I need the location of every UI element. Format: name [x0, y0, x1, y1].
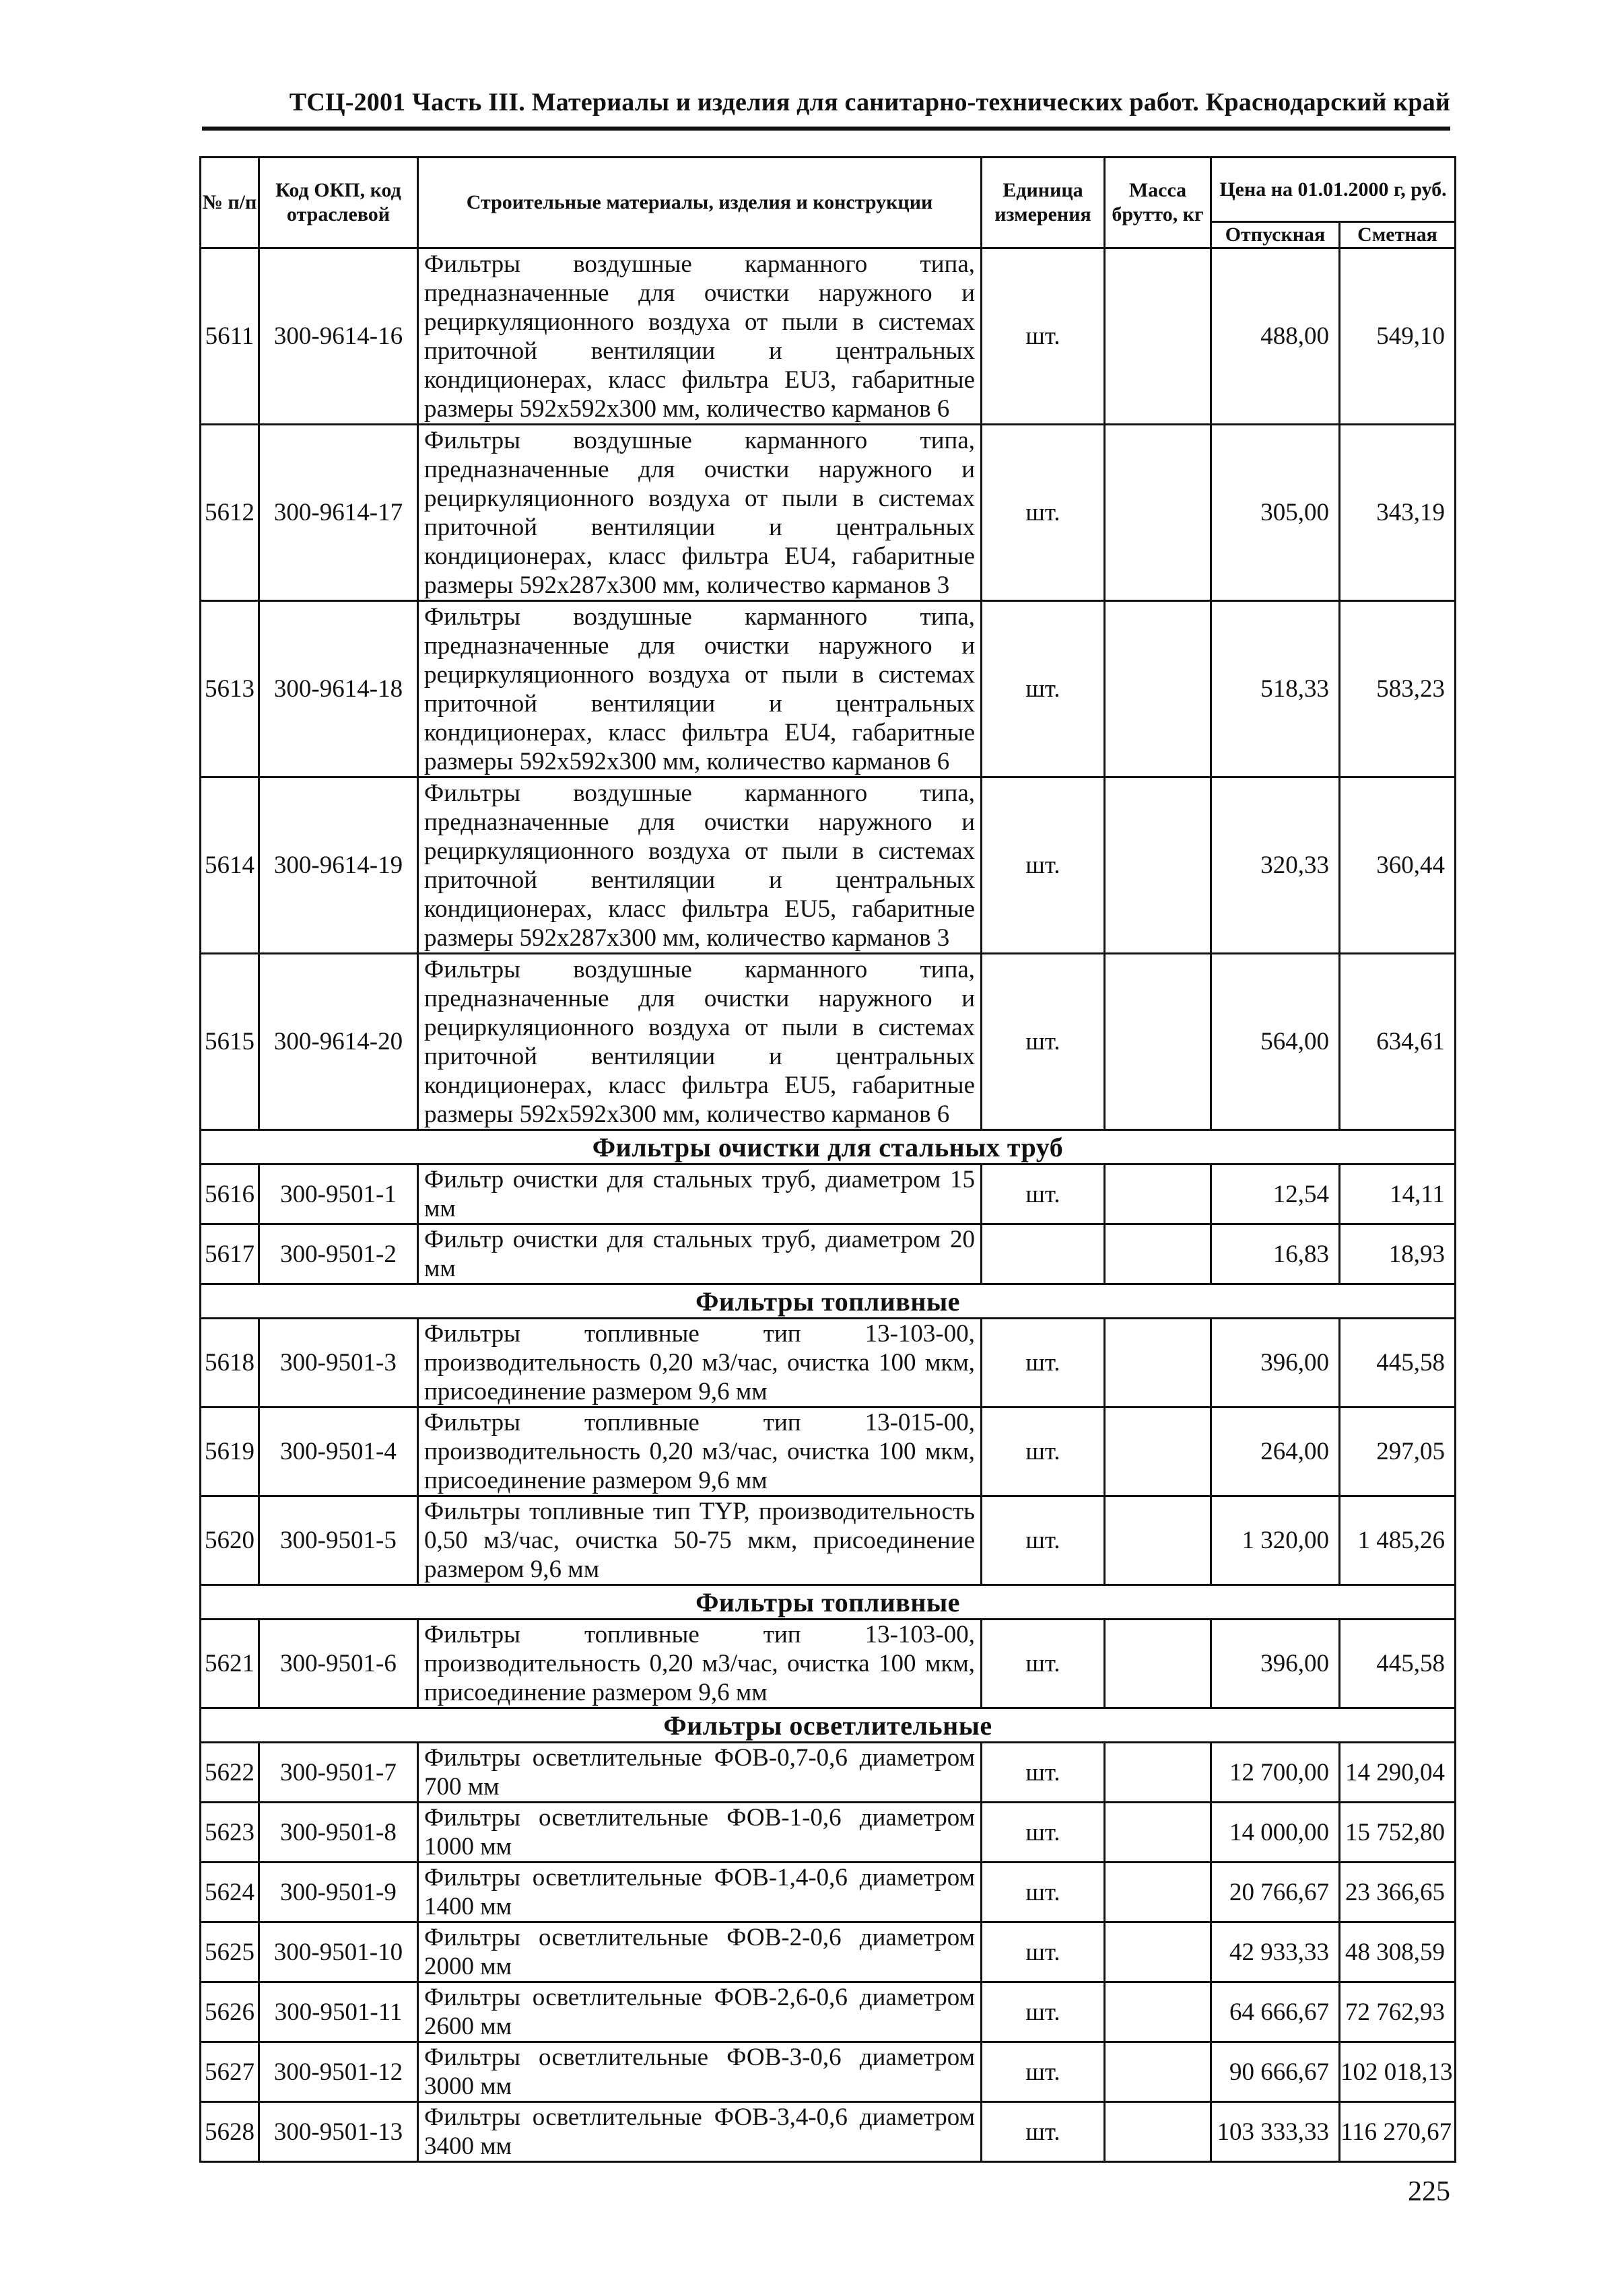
row-code: 300-9501-8 [259, 1803, 418, 1863]
row-description: Фильтры воздушные карманного типа, предназначенные для очистки наружного и рециркуляционного воздуха от пыли в системах приточной вентиляции и центральных кондиционерах, класс фильтра EU5, габаритные размеры 592х287х300 мм, количество карманов 3 [418, 777, 982, 954]
table-row [201, 954, 1456, 1130]
row-price-release: 14 000,00 [1211, 1803, 1340, 1863]
row-number: 5623 [201, 1803, 259, 1863]
row-price-estimate: 72 762,93 [1340, 1982, 1456, 2042]
row-number: 5614 [201, 777, 259, 954]
row-price-estimate: 116 270,67 [1340, 2102, 1456, 2162]
row-number: 5621 [201, 1620, 259, 1708]
section-heading-steel: Фильтры очистки для стальных труб [201, 1130, 1456, 1164]
column-header-code: Код ОКП, код отраслевой [259, 158, 418, 248]
row-number: 5627 [201, 2042, 259, 2102]
table-row [201, 2042, 1456, 2102]
row-mass [1105, 1224, 1211, 1284]
row-price-estimate: 445,58 [1340, 1319, 1456, 1407]
row-mass [1105, 1803, 1211, 1863]
row-description: Фильтры воздушные карманного типа, предназначенные для очистки наружного и рециркуляционного воздуха от пыли в системах приточной вентиляции и центральных кондиционерах, класс фильтра EU3, габаритные размеры 592х592х300 мм, количество карманов 6 [418, 248, 982, 425]
row-mass [1105, 248, 1211, 425]
row-price-estimate: 343,19 [1340, 425, 1456, 601]
row-price-release: 564,00 [1211, 954, 1340, 1130]
table-row [201, 1863, 1456, 1922]
row-unit: шт. [982, 2042, 1105, 2102]
row-unit: шт. [982, 1620, 1105, 1708]
row-price-release: 396,00 [1211, 1319, 1340, 1407]
table-row [201, 1620, 1456, 1708]
section-heading-clarify: Фильтры осветлительные [201, 1708, 1456, 1743]
row-number: 5620 [201, 1496, 259, 1585]
row-mass [1105, 1863, 1211, 1922]
row-mass [1105, 1982, 1211, 2042]
row-number: 5611 [201, 248, 259, 425]
row-price-release: 1 320,00 [1211, 1496, 1340, 1585]
row-price-release: 488,00 [1211, 248, 1340, 425]
row-unit: шт. [982, 1743, 1105, 1803]
row-unit: шт. [982, 248, 1105, 425]
column-header-price-release: Отпускная [1211, 222, 1340, 248]
row-price-estimate: 14,11 [1340, 1164, 1456, 1224]
row-number: 5616 [201, 1164, 259, 1224]
row-number: 5619 [201, 1407, 259, 1496]
table-row [201, 777, 1456, 954]
table-row [201, 1407, 1456, 1496]
table-row [201, 1982, 1456, 2042]
row-price-release: 305,00 [1211, 425, 1340, 601]
row-number: 5622 [201, 1743, 259, 1803]
row-unit: шт. [982, 777, 1105, 954]
row-price-estimate: 583,23 [1340, 601, 1456, 777]
row-code: 300-9501-9 [259, 1863, 418, 1922]
section-heading-row [201, 1130, 1456, 1164]
row-mass [1105, 1164, 1211, 1224]
row-mass [1105, 1743, 1211, 1803]
row-number: 5618 [201, 1319, 259, 1407]
row-unit: шт. [982, 1319, 1105, 1407]
row-code: 300-9501-4 [259, 1407, 418, 1496]
row-code: 300-9614-20 [259, 954, 418, 1130]
row-unit [982, 1224, 1105, 1284]
row-number: 5615 [201, 954, 259, 1130]
row-mass [1105, 601, 1211, 777]
row-price-estimate: 48 308,59 [1340, 1922, 1456, 1982]
row-number: 5626 [201, 1982, 259, 2042]
section-heading-fuel: Фильтры топливные [201, 1284, 1456, 1319]
row-description: Фильтры воздушные карманного типа, предназначенные для очистки наружного и рециркуляционного воздуха от пыли в системах приточной вентиляции и центральных кондиционерах, класс фильтра EU5, габаритные размеры 592х592х300 мм, количество карманов 6 [418, 954, 982, 1130]
section-heading-fuel-2: Фильтры топливные [201, 1585, 1456, 1620]
row-number: 5613 [201, 601, 259, 777]
row-description: Фильтры топливные тип 13-103-00, производительность 0,20 м3/час, очистка 100 мкм, присоединение размером 9,6 мм [418, 1319, 982, 1407]
row-price-estimate: 297,05 [1340, 1407, 1456, 1496]
row-number: 5628 [201, 2102, 259, 2162]
running-header [202, 85, 1450, 131]
row-mass [1105, 1496, 1211, 1585]
price-table [199, 156, 1456, 2163]
row-code: 300-9501-7 [259, 1743, 418, 1803]
row-unit: шт. [982, 425, 1105, 601]
page-number: 225 [1408, 2176, 1450, 2207]
row-price-release: 12 700,00 [1211, 1743, 1340, 1803]
row-unit: шт. [982, 1164, 1105, 1224]
section-heading-row [201, 1708, 1456, 1743]
row-mass [1105, 777, 1211, 954]
row-price-estimate: 360,44 [1340, 777, 1456, 954]
row-unit: шт. [982, 2102, 1105, 2162]
row-code: 300-9501-2 [259, 1224, 418, 1284]
column-header-unit: Единица измерения [982, 158, 1105, 248]
row-description: Фильтры осветлительные ФОВ-2-0,6 диаметром 2000 мм [418, 1922, 982, 1982]
row-code: 300-9614-17 [259, 425, 418, 601]
row-code: 300-9501-12 [259, 2042, 418, 2102]
row-number: 5612 [201, 425, 259, 601]
row-mass [1105, 1407, 1211, 1496]
row-description: Фильтры осветлительные ФОВ-3,4-0,6 диаметром 3400 мм [418, 2102, 982, 2162]
row-code: 300-9501-1 [259, 1164, 418, 1224]
row-description: Фильтры осветлительные ФОВ-1,4-0,6 диаметром 1400 мм [418, 1863, 982, 1922]
row-mass [1105, 1922, 1211, 1982]
row-code: 300-9614-19 [259, 777, 418, 954]
column-header-price-group: Цена на 01.01.2000 г, руб. [1211, 158, 1456, 222]
row-description: Фильтры топливные тип 13-015-00, производительность 0,20 м3/час, очистка 100 мкм, присоединение размером 9,6 мм [418, 1407, 982, 1496]
row-unit: шт. [982, 1922, 1105, 1982]
row-unit: шт. [982, 1496, 1105, 1585]
row-price-estimate: 18,93 [1340, 1224, 1456, 1284]
table-row [201, 425, 1456, 601]
column-header-price-estimate: Сметная [1340, 222, 1456, 248]
row-price-estimate: 102 018,13 [1340, 2042, 1456, 2102]
row-price-release: 103 333,33 [1211, 2102, 1340, 2162]
table-row [201, 1922, 1456, 1982]
row-code: 300-9614-18 [259, 601, 418, 777]
row-code: 300-9501-5 [259, 1496, 418, 1585]
row-code: 300-9501-6 [259, 1620, 418, 1708]
table-row [201, 1743, 1456, 1803]
section-heading-row [201, 1284, 1456, 1319]
row-unit: шт. [982, 601, 1105, 777]
table-row [201, 2102, 1456, 2162]
row-description: Фильтры воздушные карманного типа, предназначенные для очистки наружного и рециркуляционного воздуха от пыли в системах приточной вентиляции и центральных кондиционерах, класс фильтра EU4, габаритные размеры 592х592х300 мм, количество карманов 6 [418, 601, 982, 777]
row-price-estimate: 634,61 [1340, 954, 1456, 1130]
table-row [201, 1224, 1456, 1284]
row-number: 5617 [201, 1224, 259, 1284]
row-price-estimate: 23 366,65 [1340, 1863, 1456, 1922]
section-heading-row [201, 1585, 1456, 1620]
row-description: Фильтр очистки для стальных труб, диаметром 15 мм [418, 1164, 982, 1224]
row-code: 300-9501-10 [259, 1922, 418, 1982]
row-unit: шт. [982, 1982, 1105, 2042]
table-row [201, 1496, 1456, 1585]
row-number: 5625 [201, 1922, 259, 1982]
row-description: Фильтр очистки для стальных труб, диаметром 20 мм [418, 1224, 982, 1284]
row-code: 300-9501-3 [259, 1319, 418, 1407]
row-mass [1105, 1319, 1211, 1407]
row-number: 5624 [201, 1863, 259, 1922]
table-row [201, 1803, 1456, 1863]
row-price-release: 320,33 [1211, 777, 1340, 954]
row-price-release: 518,33 [1211, 601, 1340, 777]
table-row [201, 601, 1456, 777]
row-unit: шт. [982, 1863, 1105, 1922]
running-header-title: ТСЦ-2001 Часть III. Материалы и изделия для санитарно-технических работ. Краснодарский край [289, 88, 1450, 116]
row-price-release: 20 766,67 [1211, 1863, 1340, 1922]
table-row [201, 248, 1456, 425]
row-price-estimate: 15 752,80 [1340, 1803, 1456, 1863]
row-unit: шт. [982, 954, 1105, 1130]
row-price-release: 42 933,33 [1211, 1922, 1340, 1982]
row-price-release: 396,00 [1211, 1620, 1340, 1708]
column-header-material: Строительные материалы, изделия и конструкции [418, 158, 982, 248]
table-row [201, 1319, 1456, 1407]
row-unit: шт. [982, 1407, 1105, 1496]
row-description: Фильтры топливные тип 13-103-00, производительность 0,20 м3/час, очистка 100 мкм, присоединение размером 9,6 мм [418, 1620, 982, 1708]
row-mass [1105, 2102, 1211, 2162]
row-mass [1105, 2042, 1211, 2102]
row-description: Фильтры осветлительные ФОВ-0,7-0,6 диаметром 700 мм [418, 1743, 982, 1803]
table-row [201, 1164, 1456, 1224]
row-price-release: 90 666,67 [1211, 2042, 1340, 2102]
row-description: Фильтры осветлительные ФОВ-2,6-0,6 диаметром 2600 мм [418, 1982, 982, 2042]
column-header-num: № п/п [201, 158, 259, 248]
row-description: Фильтры воздушные карманного типа, предназначенные для очистки наружного и рециркуляционного воздуха от пыли в системах приточной вентиляции и центральных кондиционерах, класс фильтра EU4, габаритные размеры 592х287х300 мм, количество карманов 3 [418, 425, 982, 601]
row-price-estimate: 549,10 [1340, 248, 1456, 425]
row-price-estimate: 1 485,26 [1340, 1496, 1456, 1585]
row-description: Фильтры осветлительные ФОВ-3-0,6 диаметром 3000 мм [418, 2042, 982, 2102]
row-price-release: 16,83 [1211, 1224, 1340, 1284]
row-code: 300-9501-13 [259, 2102, 418, 2162]
row-price-release: 64 666,67 [1211, 1982, 1340, 2042]
row-price-estimate: 14 290,04 [1340, 1743, 1456, 1803]
row-description: Фильтры топливные тип TYP, производительность 0,50 м3/час, очистка 50-75 мкм, присоединение размером 9,6 мм [418, 1496, 982, 1585]
row-mass [1105, 954, 1211, 1130]
table-header [201, 158, 1456, 248]
row-price-estimate: 445,58 [1340, 1620, 1456, 1708]
row-price-release: 12,54 [1211, 1164, 1340, 1224]
row-mass [1105, 1620, 1211, 1708]
row-price-release: 264,00 [1211, 1407, 1340, 1496]
row-code: 300-9614-16 [259, 248, 418, 425]
row-mass [1105, 425, 1211, 601]
row-unit: шт. [982, 1803, 1105, 1863]
row-description: Фильтры осветлительные ФОВ-1-0,6 диаметром 1000 мм [418, 1803, 982, 1863]
column-header-mass: Масса брутто, кг [1105, 158, 1211, 248]
row-code: 300-9501-11 [259, 1982, 418, 2042]
